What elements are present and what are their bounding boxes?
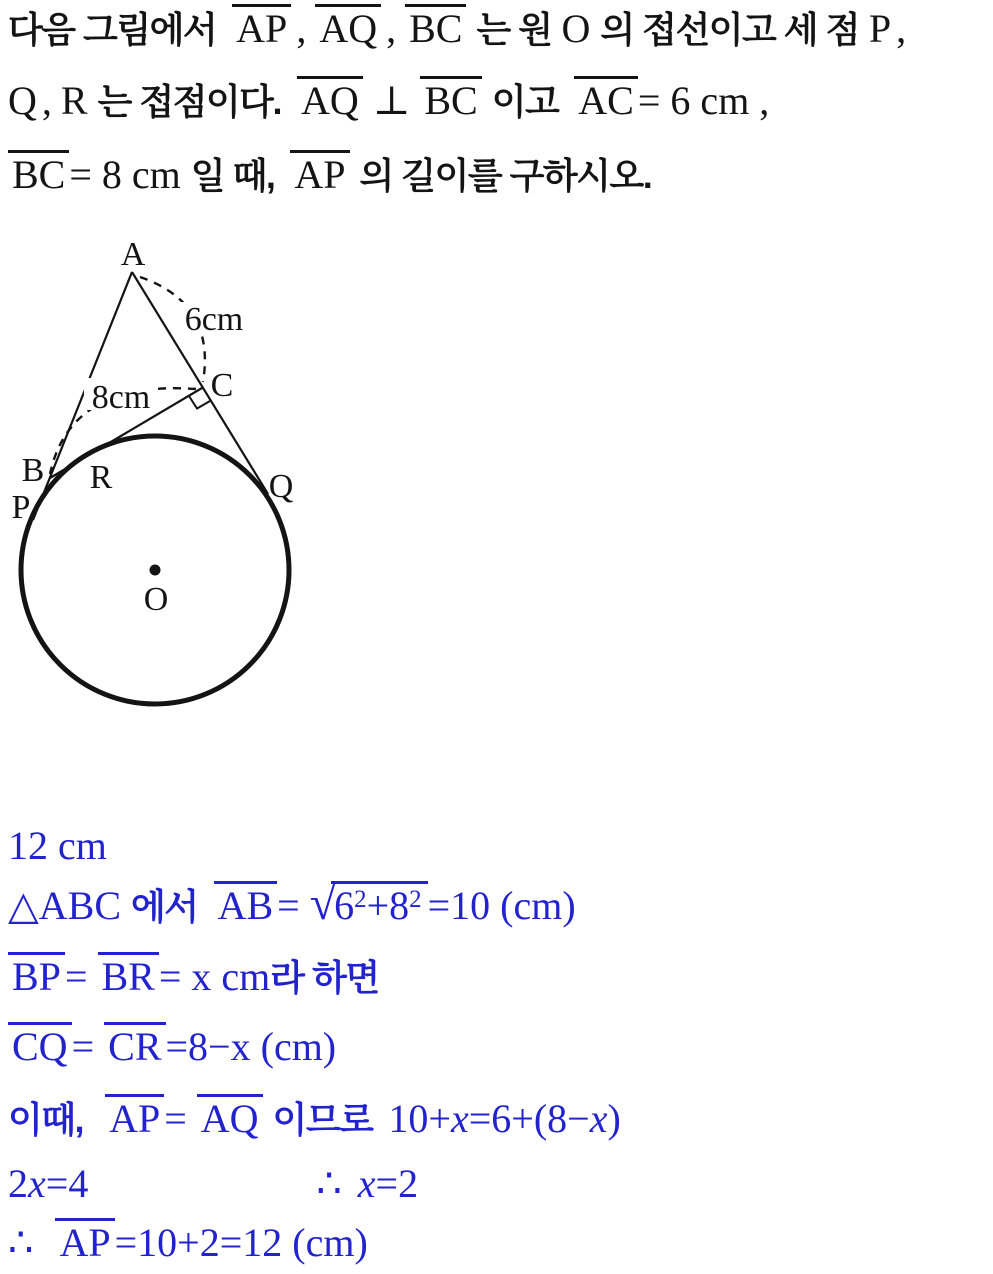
problem-line-3 (8, 150, 651, 196)
problem-line-1 (8, 4, 915, 50)
variable-x: x (357, 1161, 376, 1206)
label-B: B (21, 452, 45, 489)
therefore-symbol: ∴ (316, 1161, 342, 1206)
overline-AQ: AQ (297, 76, 363, 122)
label-C: C (210, 367, 234, 404)
math-P: P (868, 6, 892, 51)
math-R: R (60, 78, 88, 123)
overline-AP: AP (232, 4, 291, 50)
solution-line-solve-x (8, 1162, 418, 1205)
variable-x: x (28, 1161, 46, 1206)
solution-line-cq-cr (8, 1022, 336, 1068)
therefore-symbol: ∴ (8, 1220, 34, 1265)
overline-BR: BR (98, 952, 159, 998)
math-text: = x cm (158, 954, 271, 999)
variable-x: x (589, 1096, 608, 1141)
equals: = (71, 1024, 95, 1069)
overline-AQ: AQ (197, 1094, 263, 1140)
korean-text: 이고 (491, 81, 559, 122)
comma: , (386, 6, 397, 51)
overline-CR: CR (104, 1022, 165, 1068)
overline-CQ: CQ (8, 1022, 72, 1068)
overline-AP: AP (290, 150, 349, 196)
comma: , (896, 6, 907, 51)
math-O: O (561, 6, 591, 51)
variable-x: x (450, 1096, 469, 1141)
equals: = (277, 883, 300, 928)
korean-text: 에서 (131, 886, 198, 927)
center-dot (150, 565, 161, 576)
answer-text: 12 cm (8, 823, 107, 868)
radical-sign: √ (309, 877, 337, 930)
comma: , (41, 78, 52, 123)
label-6cm: 6cm (184, 301, 244, 338)
math-text: =10+2=12 (cm) (114, 1220, 368, 1265)
label-O: O (143, 581, 169, 618)
solution-line-equation (8, 1094, 621, 1140)
math-text: =10 (cm) (427, 883, 576, 928)
triangle-term: △ABC (8, 883, 122, 928)
korean-text: 다음 그림에서 (8, 9, 217, 50)
overline-BC: BC (405, 4, 466, 50)
geometry-diagram (0, 230, 340, 750)
equals: = (64, 954, 88, 999)
overline-BC: BC (420, 76, 481, 122)
overline-BC: BC (8, 150, 69, 196)
radicand (331, 881, 428, 927)
korean-text: 이때, (8, 1099, 84, 1140)
solution-line-bp-br (8, 952, 379, 998)
korean-text: 는 접점이다. (97, 81, 281, 122)
label-A: A (120, 236, 146, 273)
overline-AP: AP (105, 1094, 164, 1140)
label-8cm: 8cm (91, 379, 151, 416)
label-P: P (11, 489, 31, 526)
math-text: =8−x (cm) (165, 1024, 337, 1069)
overline-AC: AC (574, 76, 638, 122)
korean-text: 라 하면 (270, 957, 379, 998)
solution-answer (8, 824, 107, 867)
math-text: =4 (45, 1161, 89, 1206)
korean-text: 이므로 (272, 1099, 373, 1140)
math-text: =2 (375, 1161, 419, 1206)
exponent: 2 (409, 886, 422, 913)
math-text: ) (607, 1096, 621, 1141)
math-text: = 6 cm , (637, 78, 770, 123)
solution-line-pythagoras (8, 878, 576, 930)
comma: , (296, 6, 307, 51)
korean-text: 일 때, (190, 155, 275, 196)
overline-AP: AP (55, 1218, 114, 1264)
math-text: 6 (334, 883, 355, 928)
perpendicular-symbol: ⊥ (372, 78, 411, 123)
label-R: R (89, 459, 113, 496)
math-text: = 8 cm (69, 152, 181, 197)
korean-text: 는 원 (476, 9, 552, 50)
math-text: =6+(8− (468, 1096, 590, 1141)
korean-text: 의 길이를 구하시오. (359, 155, 652, 196)
math-text: +8 (366, 883, 410, 928)
math-text: 2 (8, 1161, 28, 1206)
math-Q: Q (8, 78, 37, 123)
solution-line-final (8, 1218, 368, 1264)
overline-AB: AB (214, 881, 278, 927)
math-text: 10+ (388, 1096, 451, 1141)
right-angle-mark (189, 396, 210, 409)
exponent: 2 (354, 886, 367, 913)
korean-text: 의 접선이고 세 점 (600, 9, 859, 50)
equals: = (164, 1096, 187, 1141)
problem-line-2 (8, 76, 769, 122)
label-Q: Q (268, 468, 294, 505)
overline-BP: BP (8, 952, 65, 998)
overline-AQ: AQ (315, 4, 381, 50)
